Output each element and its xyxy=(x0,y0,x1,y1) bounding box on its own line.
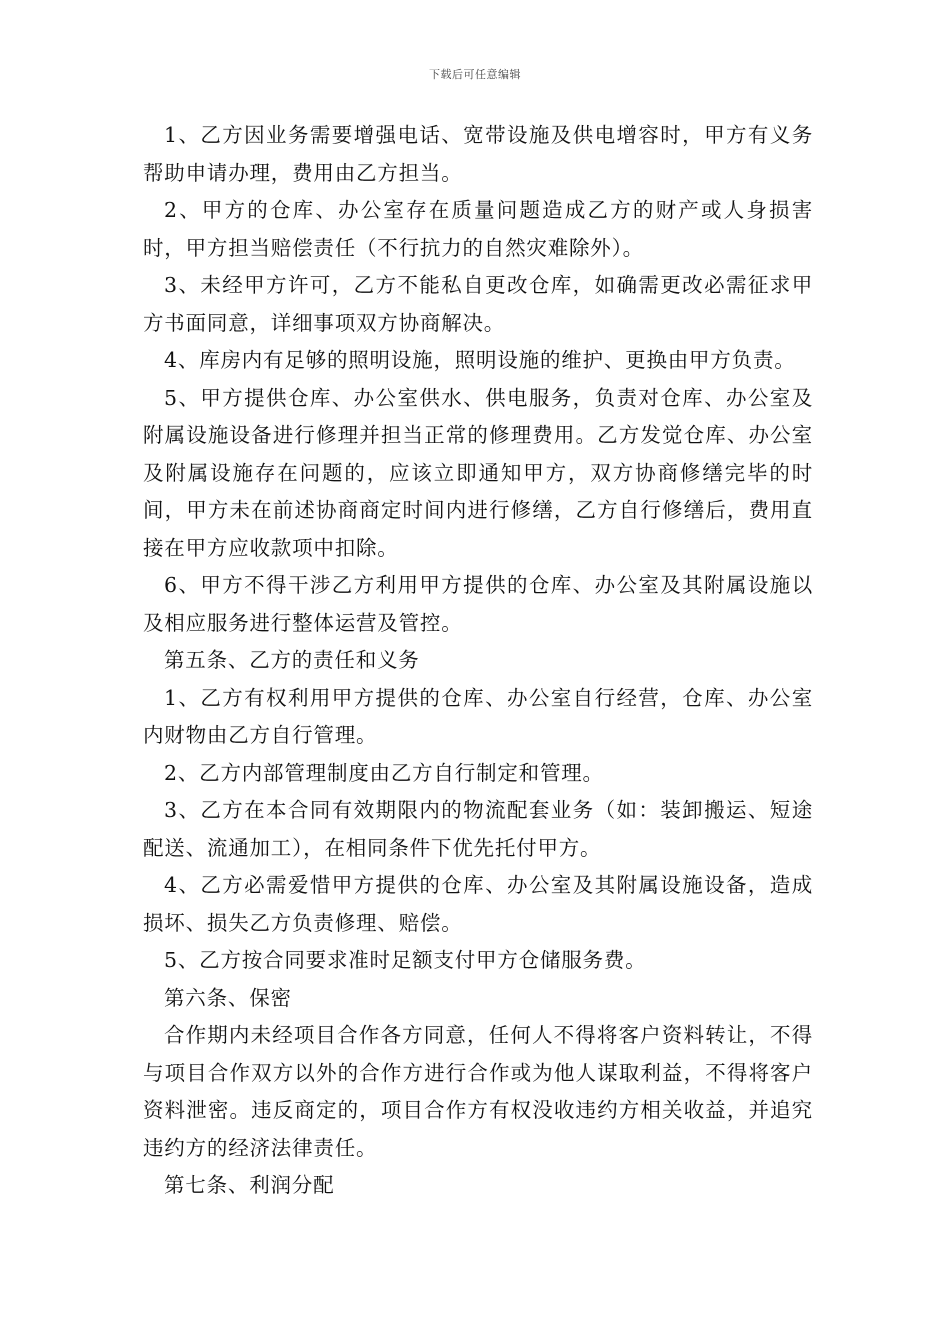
section6-text: 合作期内未经项目合作各方同意，任何人不得将客户资料转让，不得与项目合作双方以外的合作方进行合作或为他人谋取利益，不得将客户资料泄密。违反商定的，项目合作方有权没收违约方相关收益，并追究违约方的经济法律责任。 xyxy=(143,1023,813,1160)
section4-item-5: 5、甲方提供仓库、办公室供水、供电服务，负责对仓库、办公室及附属设施设备进行修理并担当正常的修理费用。乙方发觉仓库、办公室及附属设施存在问题的，应该立即通知甲方，双方协商修缮完毕的时间，甲方未在前述协商商定时间内进行修缮，乙方自行修缮后，费用直接在甲方应收款项中扣除。 xyxy=(143,385,813,560)
section4-item-4: 4、库房内有足够的照明设施，照明设施的维护、更换由甲方负责。 xyxy=(164,348,796,372)
section4-item-2: 2、甲方的仓库、办公室存在质量问题造成乙方的财产或人身损害时，甲方担当赔偿责任（不行抗力的自然灾难除外）。 xyxy=(143,198,813,260)
section5-title: 第五条、乙方的责任和义务 xyxy=(164,648,420,672)
section5-item-2: 2、乙方内部管理制度由乙方自行制定和管理。 xyxy=(164,760,604,785)
section4-item-6: 6、甲方不得干涉乙方利用甲方提供的仓库、办公室及其附属设施以及相应服务进行整体运营及管控。 xyxy=(143,573,813,635)
section5-item-4: 4、乙方必需爱惜甲方提供的仓库、办公室及其附属设施设备，造成损坏、损失乙方负责修理、赔偿。 xyxy=(143,873,813,935)
section7-title: 第七条、利润分配 xyxy=(164,1173,335,1197)
section5-item-1: 1、乙方有权利用甲方提供的仓库、办公室自行经营，仓库、办公室内财物由乙方自行管理。 xyxy=(143,685,813,747)
section4-item-3: 3、未经甲方许可，乙方不能私自更改仓库，如确需更改必需征求甲方书面同意，详细事项双方协商解决。 xyxy=(143,273,813,335)
page-header: 下载后可任意编辑 xyxy=(429,68,521,81)
section5-item-3: 3、乙方在本合同有效期限内的物流配套业务（如：装卸搬运、短途配送、流通加工），在相同条件下优先托付甲方。 xyxy=(143,798,813,860)
section5-item-5: 5、乙方按合同要求准时足额支付甲方仓储服务费。 xyxy=(164,948,647,972)
document-body xyxy=(143,117,813,1205)
section6-title: 第六条、保密 xyxy=(164,985,292,1010)
section4-item-1: 1、乙方因业务需要增强电话、宽带设施及供电增容时，甲方有义务帮助申请办理，费用由乙方担当。 xyxy=(143,123,813,185)
